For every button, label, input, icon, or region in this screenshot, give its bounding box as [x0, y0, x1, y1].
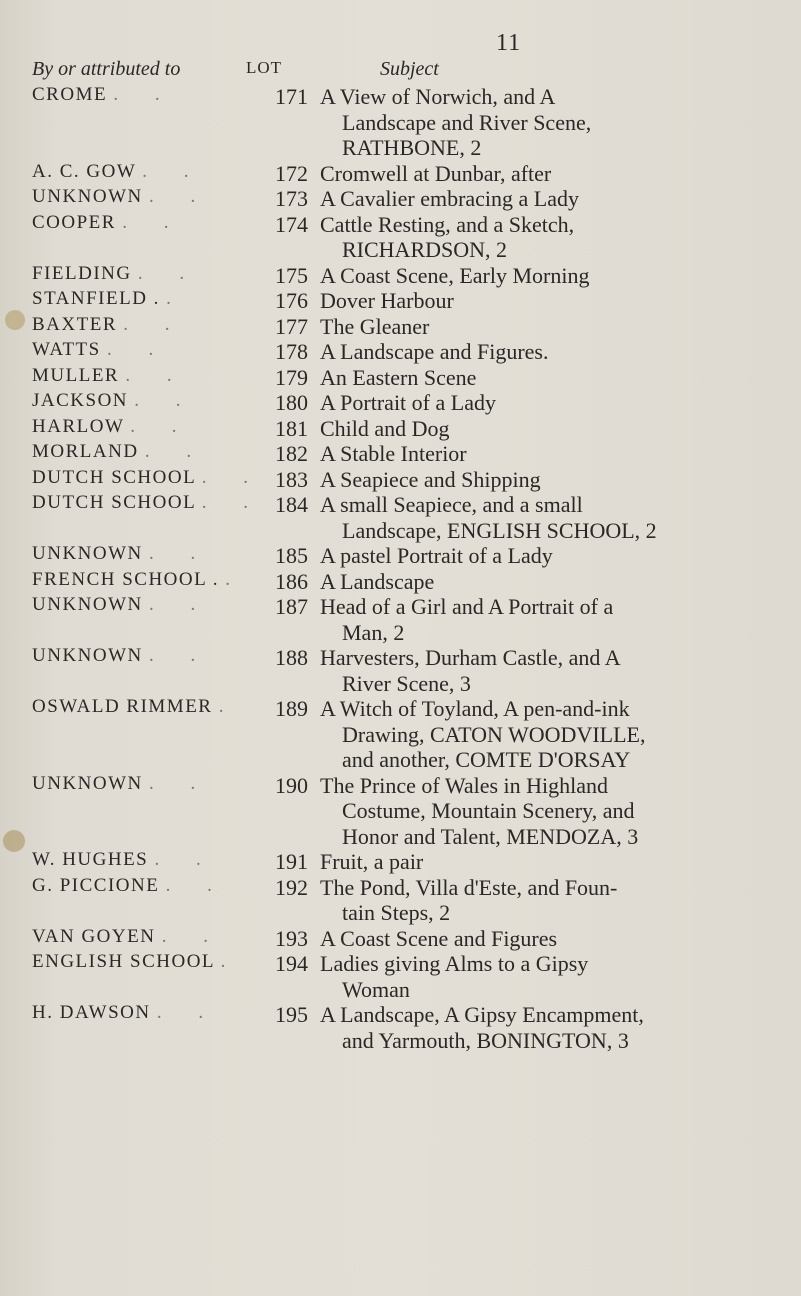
lot-subject [320, 951, 780, 1002]
lot-subject [320, 84, 780, 161]
subject-line: and Yarmouth, BONINGTON, 3 [342, 1027, 629, 1053]
lot-row [0, 849, 801, 875]
lot-subject [320, 288, 780, 314]
lot-subject [320, 594, 780, 645]
artist-name [32, 339, 169, 361]
subject-line: A Landscape, A Gipsy Encampment, [320, 1002, 644, 1027]
artist-name [32, 212, 184, 234]
artist-name [32, 569, 246, 591]
subject-line: The Pond, Villa d'Este, and Foun- [320, 874, 618, 900]
artist-label: W. HUGHES [32, 849, 155, 870]
lot-row [0, 569, 801, 595]
artist-name [32, 951, 241, 973]
leader-dots: . . [201, 466, 264, 488]
subject-line: Ladies giving Alms to a Gipsy [320, 951, 589, 976]
artist-name [32, 186, 211, 208]
artist-label: UNKNOWN [32, 772, 150, 794]
artist-name [32, 467, 264, 489]
subject-line: A Coast Scene, Early Morning [320, 262, 590, 288]
page-number: 11 [496, 30, 522, 56]
subject-line: Head of a Girl and A Portrait of a [320, 594, 614, 619]
leader-dots: . . [201, 492, 264, 513]
leader-dots: . . [125, 364, 188, 386]
lot-number: 173 [275, 186, 308, 211]
artist-name [32, 161, 204, 183]
leader-dots: . . [154, 849, 217, 870]
artist-name [32, 875, 228, 897]
subject-line: A Cavalier embracing a Lady [320, 186, 580, 211]
lot-row [0, 339, 801, 365]
lot-number: 180 [275, 390, 308, 415]
subject-line: Dover Harbour [320, 288, 454, 313]
lot-row [0, 645, 801, 696]
subject-line: A small Seapiece, and a small [320, 492, 583, 517]
artist-label: VAN GOYEN [32, 925, 162, 947]
artist-label: CROME [32, 84, 114, 105]
artist-label: WATTS [32, 339, 107, 360]
artist-name [32, 926, 224, 948]
lot-subject [320, 926, 780, 952]
lot-subject [320, 339, 780, 365]
lot-row [0, 186, 801, 212]
lot-row [0, 390, 801, 416]
column-header-artist: By or attributed to [32, 58, 181, 80]
leader-dots: . . [134, 390, 197, 411]
subject-line: A Landscape and Figures. [320, 339, 549, 364]
lot-number: 175 [275, 262, 308, 288]
artist-label: G. PICCIONE [32, 874, 166, 896]
artist-label: BAXTER [32, 313, 124, 335]
artist-label: A. C. GOW [32, 160, 143, 182]
lot-row [0, 467, 801, 493]
artist-name [32, 84, 176, 106]
artist-label: H. DAWSON [32, 1002, 157, 1023]
subject-line: Drawing, CATON WOODVILLE, [342, 721, 646, 747]
lot-row [0, 696, 801, 773]
lot-subject [320, 1002, 780, 1053]
artist-label: COOPER [32, 211, 123, 233]
subject-line: Landscape, ENGLISH SCHOOL, 2 [342, 517, 657, 543]
lot-row [0, 161, 801, 187]
lot-number: 182 [275, 441, 308, 466]
lot-row [0, 263, 801, 289]
leader-dots: . . [113, 84, 176, 105]
artist-label: FIELDING [32, 262, 138, 284]
leader-dots: . . [106, 339, 170, 360]
leader-dots: . [166, 288, 187, 309]
lot-row [0, 773, 801, 850]
lot-subject [320, 875, 780, 926]
leader-dots: . . [149, 645, 212, 666]
lot-row [0, 365, 801, 391]
lot-row [0, 441, 801, 467]
artist-label: HARLOW [32, 415, 131, 437]
lot-row [0, 492, 801, 543]
artist-label: UNKNOWN [32, 645, 150, 666]
subject-line: RICHARDSON, 2 [342, 237, 508, 262]
lot-subject [320, 492, 780, 543]
lot-number: 184 [275, 492, 308, 517]
lot-number: 181 [275, 415, 308, 441]
artist-label: OSWALD RIMMER [32, 696, 219, 717]
lot-row [0, 84, 801, 161]
lot-subject [320, 645, 780, 696]
subject-line: Costume, Mountain Scenery, and [342, 798, 635, 823]
lot-row [0, 1002, 801, 1053]
artist-name [32, 696, 239, 718]
artist-label: UNKNOWN [32, 594, 150, 615]
lot-number: 188 [275, 645, 308, 670]
lot-subject [320, 365, 780, 391]
artist-name [32, 263, 200, 285]
subject-line: River Scene, 3 [342, 670, 471, 696]
subject-line: RATHBONE, 2 [342, 135, 482, 160]
column-header-lot: LOT [246, 58, 283, 77]
lot-subject [320, 441, 780, 467]
lot-number: 193 [275, 925, 308, 951]
artist-name [32, 314, 186, 336]
subject-line: A pastel Portrait of a Lady [320, 543, 553, 568]
lot-number: 174 [275, 211, 308, 237]
lot-subject [320, 773, 780, 850]
artist-label: DUTCH SCHOOL [32, 466, 202, 488]
subject-line: A Seapiece and Shipping [320, 466, 541, 492]
leader-dots: . [220, 951, 242, 972]
lot-subject [320, 416, 780, 442]
lot-subject [320, 212, 780, 263]
lot-number: 191 [275, 849, 308, 874]
subject-line: A Stable Interior [320, 441, 467, 466]
lot-number: 194 [275, 951, 308, 976]
artist-name [32, 441, 207, 463]
subject-line: Fruit, a pair [320, 849, 424, 874]
lot-subject [320, 849, 780, 875]
lot-row [0, 212, 801, 263]
lot-row [0, 543, 801, 569]
subject-line: Honor and Talent, MENDOZA, 3 [342, 823, 639, 849]
artist-name [32, 492, 264, 514]
artist-name [32, 288, 187, 310]
lot-subject [320, 314, 780, 340]
leader-dots: . . [130, 415, 193, 437]
leader-dots: . . [149, 186, 212, 207]
lot-number: 189 [275, 696, 308, 721]
lot-number: 171 [275, 84, 308, 109]
subject-line: Child and Dog [320, 415, 450, 441]
lot-subject [320, 696, 780, 773]
leader-dots: . . [137, 262, 201, 284]
lot-row [0, 416, 801, 442]
subject-line: tain Steps, 2 [342, 900, 451, 925]
lot-number: 179 [275, 364, 308, 390]
lot-number: 185 [275, 543, 308, 568]
artist-label: UNKNOWN [32, 543, 150, 564]
artist-name [32, 416, 193, 438]
artist-name [32, 594, 211, 616]
artist-label: ENGLISH SCHOOL [32, 951, 221, 972]
lot-number: 177 [275, 313, 308, 339]
leader-dots: . . [123, 313, 186, 335]
subject-line: Cromwell at Dunbar, after [320, 160, 552, 186]
lot-subject [320, 390, 780, 416]
artist-label: MULLER [32, 364, 126, 386]
lot-row [0, 288, 801, 314]
lot-subject [320, 569, 780, 595]
subject-line: Woman [342, 976, 410, 1002]
lot-number: 192 [275, 874, 308, 900]
leader-dots: . . [144, 441, 208, 462]
lot-number: 176 [275, 288, 308, 313]
artist-label: STANFIELD . [32, 288, 167, 309]
subject-line: The Gleaner [320, 313, 430, 339]
lot-row [0, 951, 801, 1002]
lot-subject [320, 467, 780, 493]
lot-list [0, 84, 801, 1053]
subject-line: A Witch of Toyland, A pen-and-ink [320, 696, 630, 721]
subject-line: Man, 2 [342, 619, 405, 645]
lot-number: 186 [275, 568, 308, 594]
artist-label: MORLAND [32, 441, 145, 462]
leader-dots: . . [161, 925, 224, 947]
subject-line: A Portrait of a Lady [320, 390, 496, 415]
artist-label: UNKNOWN [32, 186, 150, 207]
lot-subject [320, 543, 780, 569]
subject-line: An Eastern Scene [320, 364, 477, 390]
artist-name [32, 390, 197, 412]
leader-dots: . . [165, 874, 228, 896]
artist-label: DUTCH SCHOOL [32, 492, 202, 513]
lot-number: 183 [275, 466, 308, 492]
lot-subject [320, 186, 780, 212]
lot-row [0, 875, 801, 926]
lot-number: 187 [275, 594, 308, 619]
lot-number: 172 [275, 160, 308, 186]
subject-line: and another, COMTE D'ORSAY [342, 747, 631, 772]
lot-number: 190 [275, 772, 308, 798]
subject-line: Landscape and River Scene, [342, 109, 592, 135]
lot-number: 195 [275, 1002, 308, 1027]
leader-dots: . . [149, 772, 212, 794]
lot-row [0, 594, 801, 645]
leader-dots: . [218, 696, 240, 717]
artist-name [32, 365, 188, 387]
lot-number: 178 [275, 339, 308, 364]
artist-name [32, 1002, 219, 1024]
leader-dots: . . [149, 594, 212, 615]
subject-line: Cattle Resting, and a Sketch, [320, 211, 575, 237]
lot-row [0, 926, 801, 952]
subject-line: Harvesters, Durham Castle, and A [320, 645, 621, 670]
lot-row [0, 314, 801, 340]
artist-name [32, 645, 211, 667]
subject-line: A View of Norwich, and A [320, 84, 556, 109]
subject-line: The Prince of Wales in Highland [320, 772, 609, 798]
artist-name [32, 773, 211, 795]
lot-subject [320, 161, 780, 187]
column-header-subject: Subject [380, 58, 439, 80]
artist-name [32, 849, 217, 871]
leader-dots: . . [142, 160, 205, 182]
artist-name [32, 543, 211, 565]
subject-line: A Landscape [320, 568, 435, 594]
artist-label: JACKSON [32, 390, 135, 411]
lot-subject [320, 263, 780, 289]
leader-dots: . [225, 568, 247, 590]
leader-dots: . . [149, 543, 212, 564]
subject-line: A Coast Scene and Figures [320, 925, 558, 951]
leader-dots: . . [156, 1002, 220, 1023]
leader-dots: . . [122, 211, 185, 233]
artist-label: FRENCH SCHOOL . [32, 568, 226, 590]
